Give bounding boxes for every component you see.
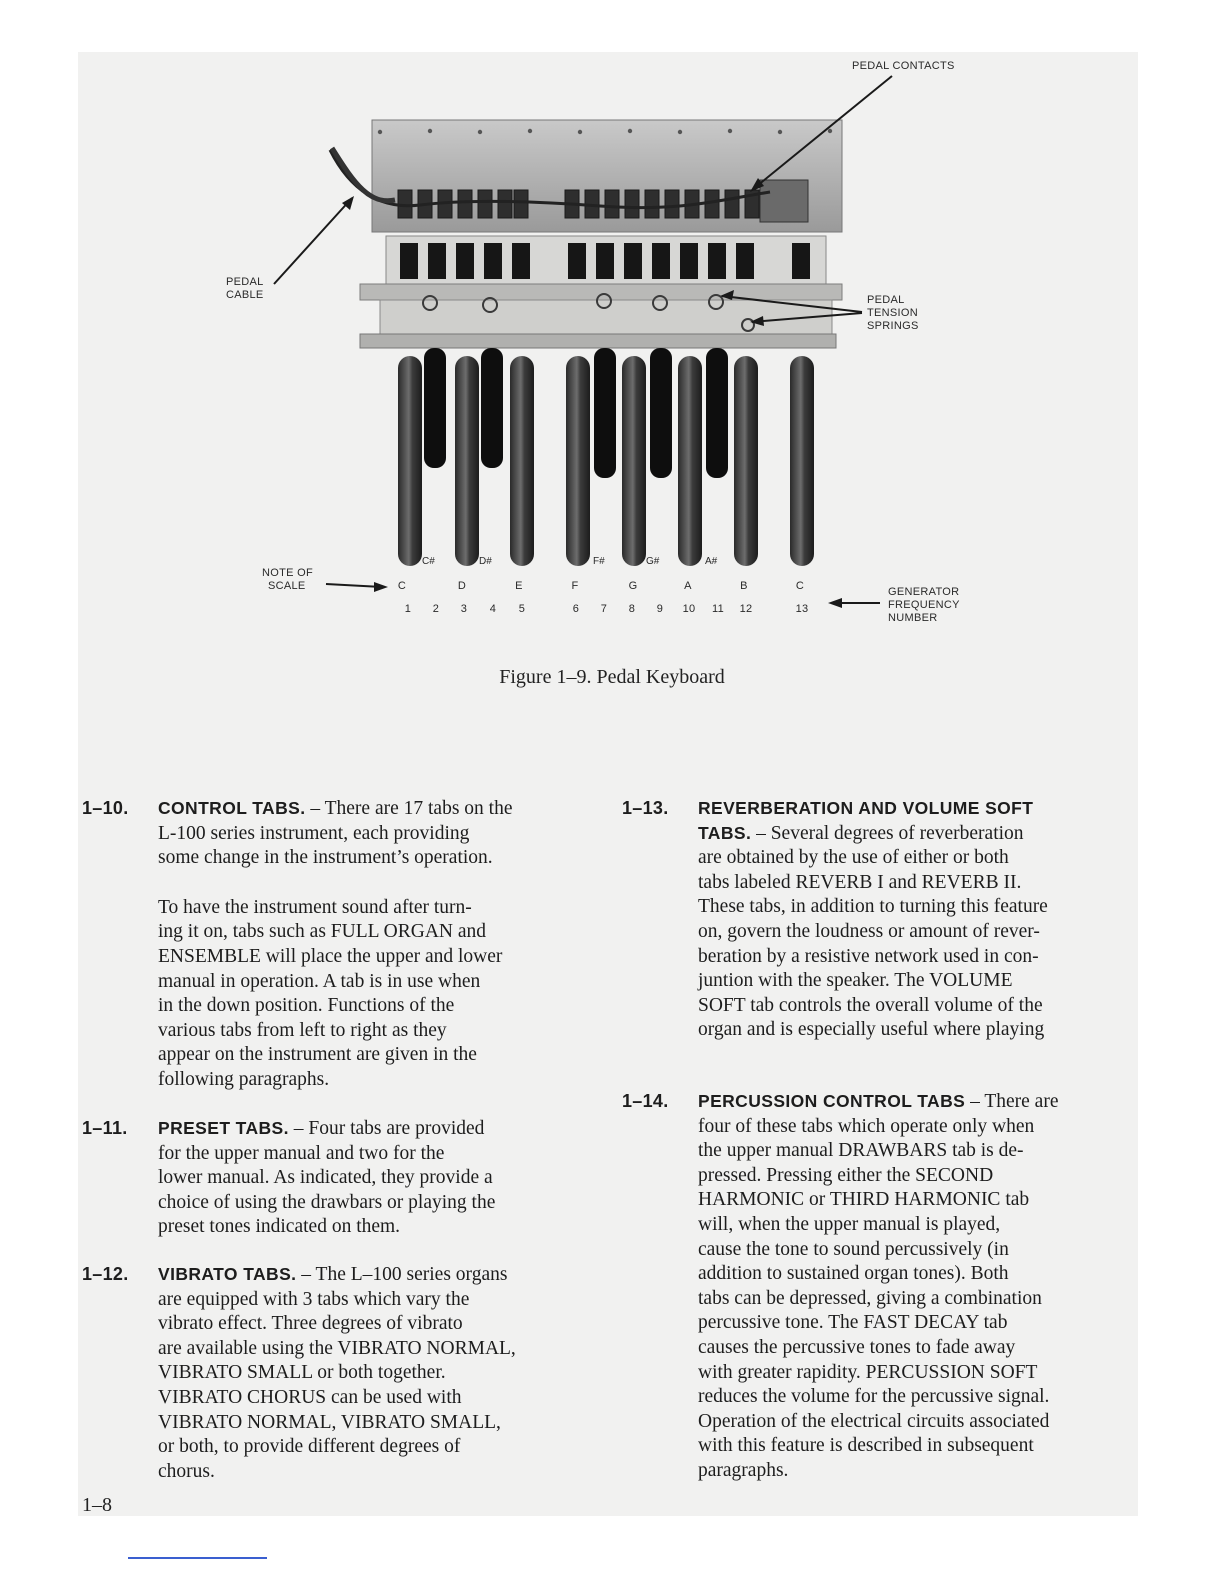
pedal-keyboard-figure (0, 0, 1224, 660)
label-generator-1: GENERATOR (888, 586, 960, 598)
pedal-g-sharp (650, 348, 672, 478)
freq-10: 10 (682, 603, 696, 615)
pedal-f (566, 356, 590, 566)
section-line: ENSEMBLE will place the upper and lower (158, 945, 503, 967)
section-line: beration by a resistive network used in con- (698, 945, 1039, 967)
sharp-note-g: G# (646, 556, 660, 567)
section-heading: VIBRATO TABS. (158, 1264, 297, 1284)
label-springs-3: SPRINGS (867, 320, 919, 332)
section-line: VIBRATO CHORUS can be used with (158, 1386, 462, 1408)
freq-6: 6 (572, 603, 580, 615)
freq-7: 7 (600, 603, 608, 615)
section-line: lower manual. As indicated, they provide a (158, 1167, 493, 1189)
section-line: are obtained by the use of either or both (698, 847, 1009, 869)
section-line: tabs labeled REVERB I and REVERB II. (698, 871, 1022, 893)
section-line: various tabs from left to right as they (158, 1019, 447, 1041)
section-line: following paragraphs. (158, 1068, 330, 1090)
pedal-a (678, 356, 702, 566)
section-line: reduces the volume for the percussive signal. (698, 1386, 1050, 1408)
lower-rail (360, 334, 836, 348)
note-f: F (571, 580, 579, 592)
page-number: 1–8 (82, 1494, 112, 1516)
section-line: SOFT tab controls the overall volume of the (698, 994, 1043, 1016)
section-line: or both, to provide different degrees of (158, 1436, 461, 1458)
freq-2: 2 (432, 603, 440, 615)
contact-block (760, 180, 808, 222)
pedal-d (455, 356, 479, 566)
section-line: choice of using the drawbars or playing the (158, 1191, 496, 1213)
freq-1: 1 (404, 603, 412, 615)
section-line: L-100 series instrument, each providing (158, 822, 470, 844)
section-line: preset tones indicated on them. (158, 1216, 401, 1238)
pedal-c (398, 356, 422, 566)
label-generator-2: FREQUENCY (888, 599, 960, 611)
label-pedal-cable-2: CABLE (226, 289, 264, 301)
spring-rail (360, 284, 842, 300)
pedal-g (622, 356, 646, 566)
section-line: some change in the instrument’s operation. (158, 847, 493, 869)
pedal-a-sharp (706, 348, 728, 478)
section-line: paragraphs. (698, 1459, 789, 1481)
section-line: are available using the VIBRATO NORMAL, (158, 1337, 516, 1359)
pedal-e (510, 356, 534, 566)
arrow-pedal-cable (274, 198, 352, 284)
section-line: VIBRATO SMALL or both together. (158, 1362, 446, 1384)
section-line: with greater rapidity. PERCUSSION SOFT (698, 1361, 1038, 1383)
section-number: 1–11. (82, 1118, 128, 1138)
label-generator-3: NUMBER (888, 612, 938, 624)
sharp-note-c: C# (422, 556, 435, 567)
freq-5: 5 (518, 603, 526, 615)
section-line: ing it on, tabs such as FULL ORGAN and (158, 921, 487, 943)
note-a: A (684, 580, 692, 592)
arrow-note-of-scale (326, 584, 382, 587)
bottom-rule (128, 1557, 267, 1559)
note-d: D (457, 580, 467, 592)
section-number: 1–12. (82, 1264, 129, 1284)
note-g: G (628, 580, 638, 592)
pedals (398, 348, 814, 566)
section-line: – Four tabs are provided (288, 1118, 485, 1139)
section-line: chorus. (158, 1460, 215, 1482)
section-line: causes the percussive tones to fade away (698, 1336, 1016, 1358)
freq-4: 4 (489, 603, 497, 615)
section-line: – There are (965, 1091, 1059, 1112)
section-line: will, when the upper manual is played, (698, 1213, 1001, 1235)
section-line: with this feature is described in subsequent (698, 1435, 1034, 1457)
section-line: VIBRATO NORMAL, VIBRATO SMALL, (158, 1411, 501, 1433)
freq-9: 9 (656, 603, 664, 615)
section-line: organ and is especially useful where playing (698, 1019, 1045, 1041)
freq-13: 13 (795, 603, 809, 615)
pedal-c-high (790, 356, 814, 566)
freq-11: 11 (711, 603, 725, 615)
section-line: for the upper manual and two for the (158, 1142, 445, 1164)
section-number: 1–14. (622, 1091, 669, 1111)
section-line: in the down position. Functions of the (158, 995, 455, 1017)
section-line: These tabs, in addition to turning this feature (698, 896, 1048, 918)
sharp-note-f: F# (593, 556, 605, 567)
section-line: manual in operation. A tab is in use when (158, 970, 481, 992)
sharp-note-a: A# (705, 556, 718, 567)
section-line: To have the instrument sound after turn- (158, 896, 472, 918)
section-line: pressed. Pressing either the SECOND (698, 1164, 994, 1186)
section-heading: PERCUSSION CONTROL TABS (698, 1091, 966, 1111)
section-line: – Several degrees of reverberation (751, 822, 1024, 844)
label-note-of-scale-2: SCALE (268, 580, 306, 592)
label-note-of-scale-1: NOTE OF (262, 567, 313, 579)
note-e: E (515, 580, 523, 592)
pedal-d-sharp (481, 348, 503, 468)
sharp-note-d: D# (479, 556, 492, 567)
section-line: appear on the instrument are given in the (158, 1044, 477, 1066)
label-pedal-contacts: PEDAL CONTACTS (852, 60, 955, 72)
section-line: – There are 17 tabs on the (305, 798, 513, 819)
section-line: HARMONIC or THIRD HARMONIC tab (698, 1189, 1030, 1211)
pedal-b (734, 356, 758, 566)
section-line: vibrato effect. Three degrees of vibrato (158, 1313, 463, 1335)
figure-caption: Figure 1–9. Pedal Keyboard (499, 666, 725, 688)
freq-12: 12 (739, 603, 753, 615)
label-springs-1: PEDAL (867, 294, 905, 306)
freq-3: 3 (460, 603, 468, 615)
note-c: C (397, 580, 407, 592)
section-number: 1–13. (622, 798, 669, 818)
section-number: 1–10. (82, 798, 129, 818)
section-line: – The L–100 series organs (296, 1264, 508, 1285)
section-line: percussive tone. The FAST DECAY tab (698, 1312, 1008, 1334)
section-line: on, govern the loudness or amount of rever- (698, 920, 1040, 942)
label-springs-2: TENSION (867, 307, 918, 319)
section-line: tabs can be depressed, giving a combination (698, 1287, 1042, 1309)
section-line: Operation of the electrical circuits associated (698, 1410, 1050, 1432)
section-line: juntion with the speaker. The VOLUME (698, 970, 1013, 992)
note-c-high: C (795, 580, 805, 592)
section-heading-2: TABS. (698, 822, 752, 843)
section-heading: REVERBERATION AND VOLUME SOFT (698, 798, 1034, 818)
note-b: B (740, 580, 748, 592)
pedal-f-sharp (594, 348, 616, 478)
label-pedal-cable-1: PEDAL (226, 276, 264, 288)
section-line: four of these tabs which operate only when (698, 1115, 1035, 1137)
section-line: the upper manual DRAWBARS tab is de- (698, 1140, 1024, 1162)
pedal-c-sharp (424, 348, 446, 468)
freq-8: 8 (628, 603, 636, 615)
section-line: addition to sustained organ tones). Both (698, 1263, 1009, 1285)
section-heading: PRESET TABS. (158, 1118, 289, 1138)
section-line: are equipped with 3 tabs which vary the (158, 1288, 470, 1310)
pedal-slots (400, 243, 810, 279)
section-line: cause the tone to sound percussively (in (698, 1238, 1009, 1260)
section-heading: CONTROL TABS. (158, 798, 306, 818)
